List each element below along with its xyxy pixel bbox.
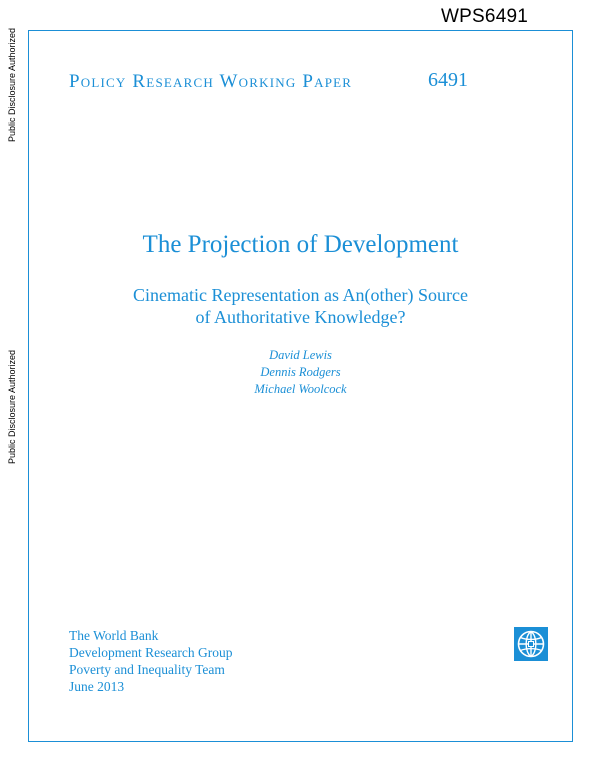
subtitle-line-2: of Authoritative Knowledge? [195,307,406,327]
publication-date: June 2013 [69,679,125,694]
paper-subtitle [29,284,572,328]
organization-block [69,627,232,695]
author-name: Dennis Rodgers [260,365,341,379]
organization-line: Poverty and Inequality Team [69,662,225,677]
paper-number: 6491 [428,69,468,91]
author-list [29,347,572,398]
document-id: WPS6491 [441,6,528,27]
organization-line: The World Bank [69,628,159,643]
public-disclosure-label-top: Public Disclosure Authorized [7,27,17,143]
public-disclosure-label-middle: Public Disclosure Authorized [7,349,17,465]
organization-line: Development Research Group [69,645,233,660]
author-name: Michael Woolcock [254,382,347,396]
world-bank-globe-icon [514,627,548,661]
subtitle-line-1: Cinematic Representation as An(other) Source [133,285,468,305]
author-name: David Lewis [269,348,332,362]
series-title: Policy Research Working Paper [69,71,353,92]
cover-frame [28,30,573,742]
paper-title: The Projection of Development [142,231,459,258]
